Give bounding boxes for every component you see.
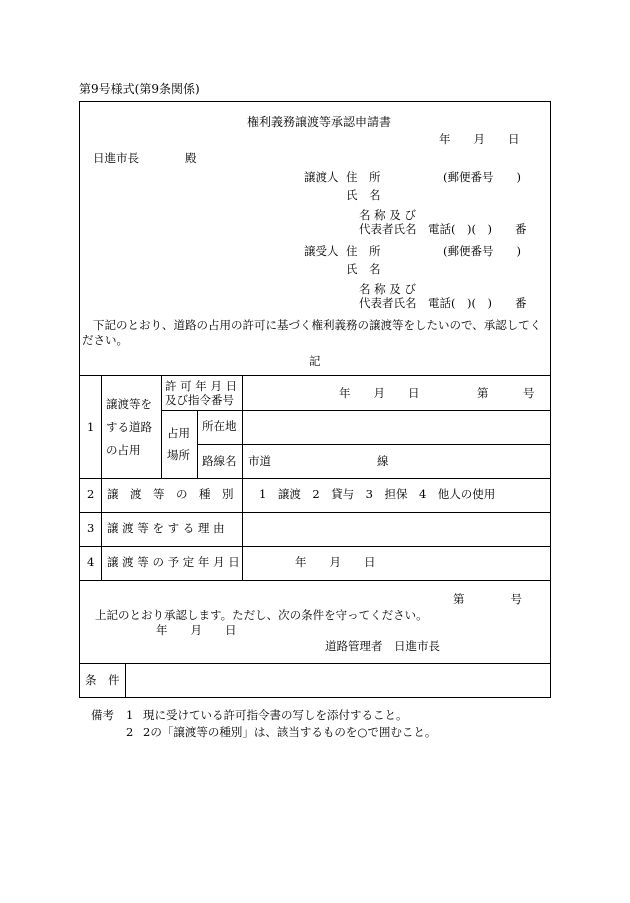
row-divider [79, 512, 551, 513]
col-divider [242, 375, 243, 580]
request-text-line1: 下記のとおり、道路の占用の許可に基づく権利義務の譲渡等をしたいので、承認してく [93, 318, 542, 332]
addressee: 日進市長 殿 [93, 151, 197, 165]
permit-date-value: 年 月 日 [339, 386, 420, 400]
row4-label: 譲 渡 等 の 予 定 年 月 日 [107, 555, 240, 569]
col-divider [161, 375, 162, 478]
approval-text: 上記のとおり承認します。ただし、次の条件を守ってください。 [95, 608, 428, 622]
notes-label: 備考 [91, 708, 114, 722]
row-divider [161, 410, 551, 411]
row2-label: 譲 渡 等 の 種 別 [107, 487, 234, 501]
request-text-line2: ださい。 [82, 333, 128, 347]
route-label: 路線名 [202, 454, 237, 468]
approval-number: 第 号 [453, 592, 522, 606]
transferee-address-label: 住 所 [346, 244, 381, 258]
transferee-postal: (郵便番号 ) [443, 244, 521, 258]
note2-number: 2 [126, 725, 134, 739]
row4-number: 4 [87, 555, 95, 569]
transferor-address-label: 住 所 [346, 170, 381, 184]
note1-text: 現に受けている許可指令書の写しを添付すること。 [143, 708, 408, 722]
transferor-rep-line2: 代表者氏名 [359, 222, 417, 236]
transferor-postal: (郵便番号 ) [443, 170, 521, 184]
note1-number: 1 [126, 708, 134, 722]
row2-number: 2 [87, 487, 95, 501]
transferor-rep-line1: 名 称 及 び [359, 208, 416, 222]
route-prefix: 市道 [248, 454, 271, 468]
approval-signer: 道路管理者 日進市長 [325, 639, 440, 653]
ki-label: 記 [309, 354, 321, 368]
transferor-role: 譲渡人 [304, 170, 339, 184]
row-divider [79, 663, 551, 664]
conditions-label: 条 件 [85, 673, 120, 687]
permit-label-line2: 及び指令番号 [165, 393, 234, 407]
row3-number: 3 [87, 521, 95, 535]
row-divider [197, 444, 551, 445]
permit-number-value: 第 号 [477, 386, 535, 400]
transferee-phone: 電話( )( ) 番 [428, 296, 527, 310]
place-label-line2: 場所 [167, 448, 190, 462]
row3-label: 譲 渡 等 を す る 理 由 [107, 521, 225, 535]
row-divider [79, 580, 551, 581]
row-divider [79, 375, 551, 376]
transferee-rep-line2: 代表者氏名 [359, 296, 417, 310]
row-divider [79, 546, 551, 547]
transferee-role: 譲受人 [304, 244, 339, 258]
row1-number: 1 [87, 420, 95, 434]
approval-date: 年 月 日 [156, 623, 237, 637]
col-divider [125, 663, 126, 698]
row4-value: 年 月 日 [295, 555, 376, 569]
row1-label-line1: 譲渡等を [106, 397, 152, 411]
row2-value: 1 譲渡 2 貸与 3 担保 4 他人の使用 [259, 487, 496, 501]
col-divider [197, 410, 198, 478]
transferee-rep-line1: 名 称 及 び [359, 282, 416, 296]
form-title: 権利義務譲渡等承認申請書 [247, 115, 392, 129]
permit-label-line1: 許 可 年 月 日 [165, 379, 238, 393]
place-label-line1: 占用 [167, 426, 190, 440]
row1-label-line3: の占用 [106, 443, 141, 457]
transferee-name-label: 氏 名 [346, 262, 381, 276]
transferor-name-label: 氏 名 [346, 188, 381, 202]
row-divider [79, 478, 551, 479]
note2-text: 2の「譲渡等の種別」は、該当するものを○で囲むこと。 [143, 725, 437, 739]
location-label: 所在地 [202, 419, 237, 433]
row1-label-line2: する道路 [106, 420, 152, 434]
date-line: 年 月 日 [439, 132, 520, 146]
transferor-phone: 電話( )( ) 番 [428, 222, 527, 236]
form-number: 第9号様式(第9条関係) [79, 82, 200, 96]
col-divider [101, 375, 102, 580]
route-suffix: 線 [377, 454, 389, 468]
